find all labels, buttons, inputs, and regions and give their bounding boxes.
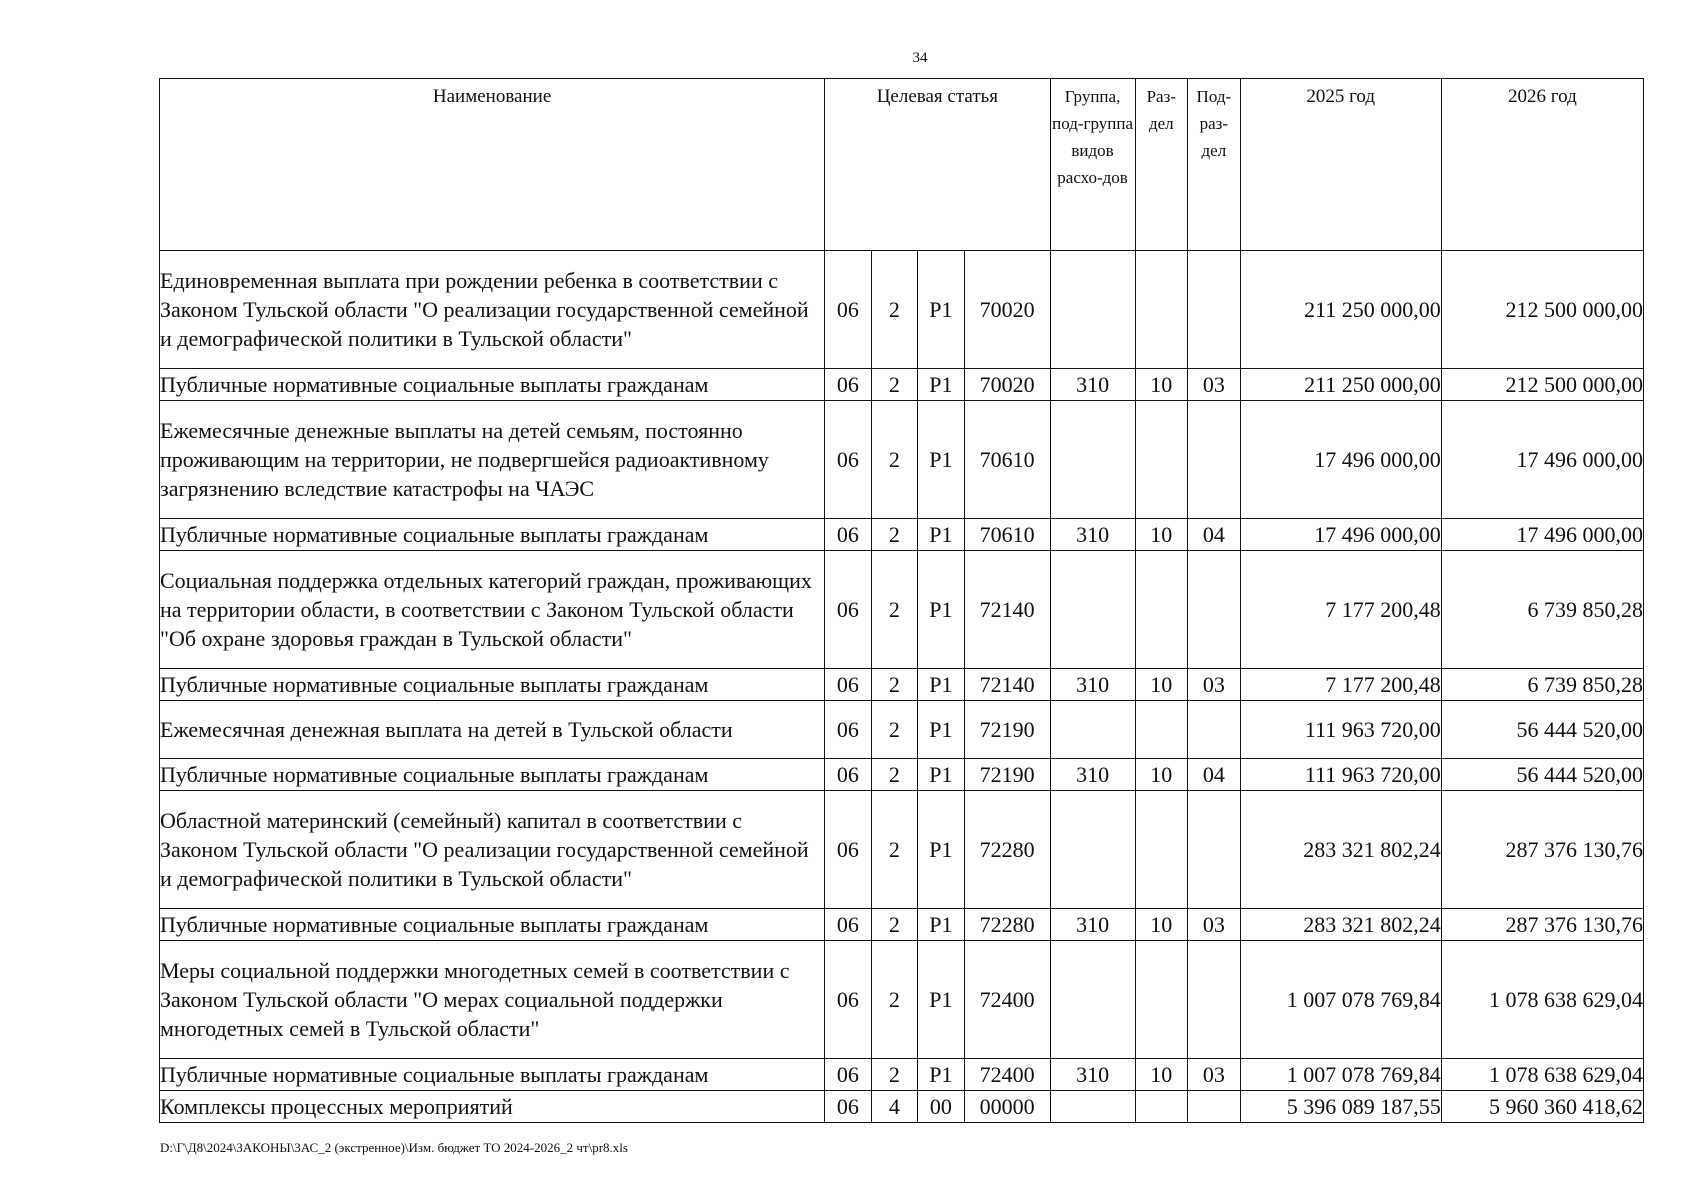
amount-2026: 6 739 850,28 [1441,551,1643,669]
subsection: 04 [1188,519,1241,551]
row-name: Публичные нормативные социальные выплаты гражданам [160,369,825,401]
table-header [160,79,1644,251]
code-direction: 70610 [964,519,1050,551]
table-row [160,909,1644,941]
amount-2026: 6 739 850,28 [1441,669,1643,701]
code-type: 2 [871,759,918,791]
code-direction: 72140 [964,551,1050,669]
row-name: Публичные нормативные социальные выплаты гражданам [160,909,825,941]
code-type: 2 [871,669,918,701]
section: 10 [1135,369,1188,401]
code-program: 06 [825,791,872,909]
amount-2026: 56 444 520,00 [1441,701,1643,759]
table-row [160,251,1644,369]
subsection: 04 [1188,759,1241,791]
code-program: 06 [825,941,872,1059]
header-2025: 2025 год [1240,79,1441,251]
code-direction: 70610 [964,401,1050,519]
code-project: Р1 [918,701,965,759]
code-project: Р1 [918,251,965,369]
budget-table [159,78,1644,1123]
expense-group [1050,941,1135,1059]
amount-2025: 111 963 720,00 [1240,701,1441,759]
subsection: 03 [1188,369,1241,401]
amount-2025: 7 177 200,48 [1240,669,1441,701]
code-direction: 70020 [964,369,1050,401]
amount-2026: 212 500 000,00 [1441,251,1643,369]
code-project: Р1 [918,369,965,401]
code-project: Р1 [918,519,965,551]
code-program: 06 [825,519,872,551]
code-program: 06 [825,369,872,401]
section [1135,251,1188,369]
section: 10 [1135,759,1188,791]
code-direction: 72400 [964,1059,1050,1091]
code-type: 2 [871,701,918,759]
code-direction: 72280 [964,791,1050,909]
code-program: 06 [825,669,872,701]
row-name: Публичные нормативные социальные выплаты гражданам [160,1059,825,1091]
subsection [1188,401,1241,519]
subsection [1188,791,1241,909]
code-type: 2 [871,369,918,401]
code-program: 06 [825,401,872,519]
code-type: 4 [871,1091,918,1123]
amount-2025: 17 496 000,00 [1240,519,1441,551]
header-section: Раз-дел [1135,79,1188,251]
amount-2025: 1 007 078 769,84 [1240,1059,1441,1091]
code-direction: 72280 [964,909,1050,941]
expense-group: 310 [1050,1059,1135,1091]
code-type: 2 [871,909,918,941]
table-row [160,701,1644,759]
header-expense-group: Группа, под-группа видов расхо-дов [1050,79,1135,251]
amount-2025: 111 963 720,00 [1240,759,1441,791]
table-row [160,791,1644,909]
row-name: Меры социальной поддержки многодетных семей в соответствии с Законом Тульской области "О мерах социальной поддержки многодетных семей в Тульской области" [160,941,825,1059]
amount-2025: 1 007 078 769,84 [1240,941,1441,1059]
expense-group [1050,551,1135,669]
row-name: Публичные нормативные социальные выплаты гражданам [160,519,825,551]
code-project: Р1 [918,941,965,1059]
section [1135,551,1188,669]
code-project: Р1 [918,791,965,909]
code-project: Р1 [918,1059,965,1091]
table-row [160,369,1644,401]
amount-2026: 5 960 360 418,62 [1441,1091,1643,1123]
subsection [1188,1091,1241,1123]
row-name: Публичные нормативные социальные выплаты гражданам [160,669,825,701]
expense-group [1050,701,1135,759]
page-number: 34 [912,50,928,66]
row-name: Публичные нормативные социальные выплаты гражданам [160,759,825,791]
table-row [160,669,1644,701]
code-program: 06 [825,1091,872,1123]
subsection [1188,941,1241,1059]
code-program: 06 [825,759,872,791]
code-direction: 72190 [964,701,1050,759]
code-type: 2 [871,791,918,909]
subsection [1188,251,1241,369]
code-type: 2 [871,551,918,669]
header-target-article: Целевая статья [825,79,1050,251]
amount-2026: 212 500 000,00 [1441,369,1643,401]
header-subsection: Под-раз-дел [1188,79,1241,251]
row-name: Ежемесячная денежная выплата на детей в Тульской области [160,701,825,759]
table-row [160,551,1644,669]
section [1135,791,1188,909]
expense-group [1050,791,1135,909]
code-direction: 72400 [964,941,1050,1059]
expense-group: 310 [1050,909,1135,941]
code-direction: 72190 [964,759,1050,791]
table-row [160,1059,1644,1091]
table-row [160,519,1644,551]
code-project: Р1 [918,401,965,519]
amount-2026: 1 078 638 629,04 [1441,941,1643,1059]
code-direction: 72140 [964,669,1050,701]
amount-2025: 5 396 089 187,55 [1240,1091,1441,1123]
section [1135,941,1188,1059]
amount-2025: 7 177 200,48 [1240,551,1441,669]
expense-group: 310 [1050,519,1135,551]
row-name: Ежемесячные денежные выплаты на детей семьям, постоянно проживающим на территории, не подвергшейся радиоактивному загрязнению вследствие катастрофы на ЧАЭС [160,401,825,519]
row-name: Областной материнский (семейный) капитал в соответствии с Законом Тульской области "О реализации государственной семейной и демографической политики в Тульской области" [160,791,825,909]
amount-2025: 211 250 000,00 [1240,251,1441,369]
amount-2026: 17 496 000,00 [1441,519,1643,551]
row-name: Единовременная выплата при рождении ребенка в соответствии с Законом Тульской области "О реализации государственной семейной и демографической политики в Тульской области" [160,251,825,369]
expense-group: 310 [1050,759,1135,791]
row-name: Комплексы процессных мероприятий [160,1091,825,1123]
code-type: 2 [871,1059,918,1091]
amount-2026: 287 376 130,76 [1441,791,1643,909]
section: 10 [1135,909,1188,941]
amount-2026: 56 444 520,00 [1441,759,1643,791]
expense-group: 310 [1050,669,1135,701]
code-program: 06 [825,909,872,941]
table-row [160,941,1644,1059]
subsection [1188,551,1241,669]
code-program: 06 [825,701,872,759]
code-project: Р1 [918,909,965,941]
amount-2025: 283 321 802,24 [1240,909,1441,941]
code-direction: 70020 [964,251,1050,369]
section: 10 [1135,519,1188,551]
amount-2026: 17 496 000,00 [1441,401,1643,519]
expense-group [1050,251,1135,369]
amount-2026: 287 376 130,76 [1441,909,1643,941]
subsection: 03 [1188,669,1241,701]
code-type: 2 [871,401,918,519]
code-type: 2 [871,251,918,369]
amount-2026: 1 078 638 629,04 [1441,1059,1643,1091]
expense-group [1050,1091,1135,1123]
table-row [160,759,1644,791]
section: 10 [1135,669,1188,701]
code-program: 06 [825,1059,872,1091]
table-body [160,251,1644,1123]
table-row [160,401,1644,519]
amount-2025: 283 321 802,24 [1240,791,1441,909]
subsection: 03 [1188,909,1241,941]
row-name: Социальная поддержка отдельных категорий граждан, проживающих на территории области, в соответствии с Законом Тульской области "Об охране здоровья граждан в Тульской области" [160,551,825,669]
code-program: 06 [825,551,872,669]
section [1135,1091,1188,1123]
expense-group [1050,401,1135,519]
code-direction: 00000 [964,1091,1050,1123]
code-project: Р1 [918,759,965,791]
code-type: 2 [871,519,918,551]
subsection [1188,701,1241,759]
expense-group: 310 [1050,369,1135,401]
section [1135,701,1188,759]
header-name: Наименование [160,79,825,251]
code-project: 00 [918,1091,965,1123]
code-type: 2 [871,941,918,1059]
code-project: Р1 [918,551,965,669]
header-2026: 2026 год [1441,79,1643,251]
table-row [160,1091,1644,1123]
subsection: 03 [1188,1059,1241,1091]
code-program: 06 [825,251,872,369]
section [1135,401,1188,519]
amount-2025: 211 250 000,00 [1240,369,1441,401]
amount-2025: 17 496 000,00 [1240,401,1441,519]
section: 10 [1135,1059,1188,1091]
file-path-footer: D:\Г\Д8\2024\ЗАКОНЫ\ЗАС_2 (экстренное)\Изм. бюджет ТО 2024-2026_2 чт\pr8.xls [160,1140,628,1155]
code-project: Р1 [918,669,965,701]
